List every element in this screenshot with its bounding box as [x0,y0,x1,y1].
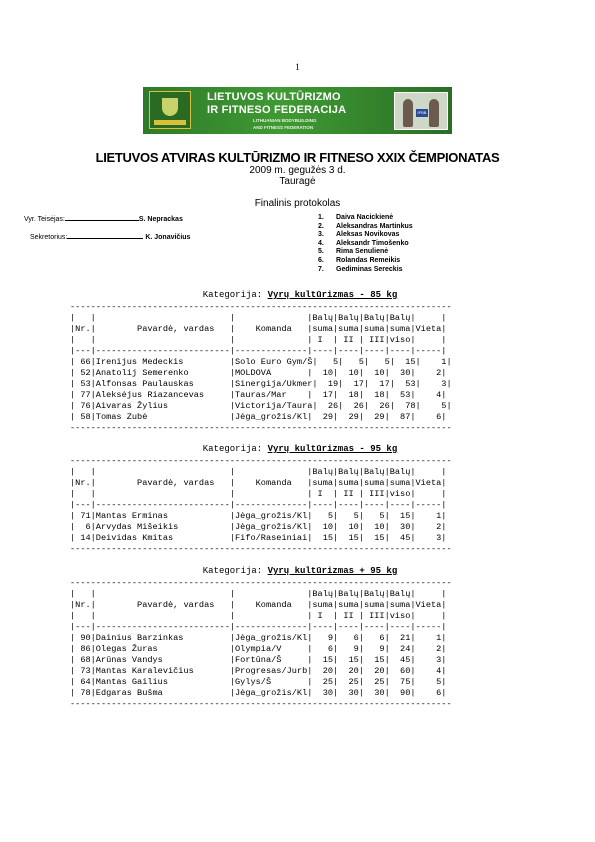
category-heading: Kategorija: Vyrų kultūrizmas + 95 kg [202,566,398,576]
results-table-header: -------------------------------------------------------------------------- | | | |Balų|Balų|Balų|Balų| | |Nr.| Pavardė, vardas | Komanda |suma|suma|suma|suma|Vieta| | | | | I | II | III|viso| | |---|--------------------------|--------------|----|----|----|----|-----| [70,302,452,356]
table-row: | 76|Aivaras Žylius |Victorija/Taura| 26| 26| 26| 78| 5| [70,401,452,411]
table-row: | 52|Anatolij Semerenko |MOLDOVA | 10| 10| 10| 30| 2| [70,368,447,378]
judge-item: 7. Gediminas Sereckis [318,265,403,273]
table-row: | 90|Dainius Barzinkas |Jėga_grožis/Kl| 9| 6| 6| 21| 1| [70,633,447,643]
table-footer-rule: -------------------------------------------------------------------------- [70,699,452,709]
page-number: 1 [295,62,300,72]
table-footer-rule: -------------------------------------------------------------------------- [70,423,452,433]
table-row: | 14|Deividas Kmitas |Fifo/Raseiniai| 15| 15| 15| 45| 3| [70,533,447,543]
banner-line-1: LIETUVOS KULTŪRIZMO [207,91,341,103]
chief-judge-role: Vyr. Teisėjas: [24,216,65,223]
results-table-header: -------------------------------------------------------------------------- | | | |Balų|Balų|Balų|Balų| | |Nr.| Pavardė, vardas | Komanda |suma|suma|suma|suma|Vieta| | | | | I | II | III|viso| | |---|--------------------------|--------------|----|----|----|----|-----| [70,578,452,632]
category-heading: Kategorija: Vyrų kultūrizmas - 85 kg [202,290,398,300]
table-row: | 71|Mantas Erminas |Jėga_grožis/Kl| 5| 5| 5| 15| 1| [70,511,447,521]
judges-list [318,214,413,274]
chief-judge-row [24,216,183,223]
judge-item: 4. Aleksandr Timošenko [318,239,409,247]
table-row: | 78|Edgaras Bušma |Jėga_grožis/Kl| 30| 30| 30| 90| 6| [70,688,447,698]
table-row: | 73|Mantas Karalevičius |Progresas/Jurb| 20| 20| 20| 60| 4| [70,666,447,676]
table-row: | 64|Mantas Gailius |Gylys/Š | 25| 25| 25| 75| 5| [70,677,447,687]
judge-item: 6. Rolandas Remeikis [318,256,401,264]
banner-line-3: LITHUANIAN BODYBUILDING [253,118,317,123]
judge-item: 3. Aleksas Novikovas [318,231,400,239]
judge-item: 5. Rima Senulienė [318,248,389,256]
table-row: | 66|Irenijus Medeckis |Solo Euro Gym/Š| 5| 5| 5| 15| 1| [70,357,452,367]
event-city: Tauragė [279,176,316,187]
table-row: | 6|Arvydas Mišeikis |Jėga_grožis/Kl| 10| 10| 10| 30| 2| [70,522,447,532]
table-row: | 53|Alfonsas Paulauskas |Sinergija/Ukmer| 19| 17| 17| 53| 3| [70,379,452,389]
championship-title: LIETUVOS ATVIRAS KULTŪRIZMO IR FITNESO XXIX ČEMPIONATAS [95,150,500,165]
federation-emblem-icon [149,91,191,129]
judge-item: 2. Aleksandras Martinkus [318,222,413,230]
category-heading: Kategorija: Vyrų kultūrizmas - 95 kg [202,444,398,454]
secretary-row [30,234,190,241]
secretary-name: K. Jonavičius [145,234,191,241]
results-table-header: -------------------------------------------------------------------------- | | | |Balų|Balų|Balų|Balų| | |Nr.| Pavardė, vardas | Komanda |suma|suma|suma|suma|Vieta| | | | | I | II | III|viso| | |---|--------------------------|--------------|----|----|----|----|-----| [70,456,452,510]
chief-judge-name: S. Neprackas [138,216,183,223]
table-row: | 86|Olegas Žuras |Olympia/V | 6| 9| 9| 24| 2| [70,644,447,654]
table-footer-rule: -------------------------------------------------------------------------- [70,544,452,554]
secretary-role: Sekretorius: [30,234,68,241]
ifbb-badge: IFBB [417,110,427,115]
protocol-title: Finalinis protokolas [254,198,341,209]
bodybuilders-photo-icon [394,92,448,130]
event-date: 2009 m. gegužės 3 d. [249,165,346,176]
banner-line-4: AND FITNESS FEDERATION [253,125,314,130]
judge-item: 1. Daiva Nacickienė [318,214,394,221]
table-row: | 77|Aleksėjus Riazancevas |Tauras/Mar | 17| 18| 18| 53| 4| [70,390,447,400]
banner-line-2: IR FITNESO FEDERACIJA [207,104,347,116]
table-row: | 68|Arūnas Vandys |Fortūna/Š | 15| 15| 15| 45| 3| [70,655,447,665]
federation-banner [143,87,452,134]
table-row: | 58|Tomas Zubė |Jėga_grožis/Kl| 29| 29| 29| 87| 6| [70,412,447,422]
